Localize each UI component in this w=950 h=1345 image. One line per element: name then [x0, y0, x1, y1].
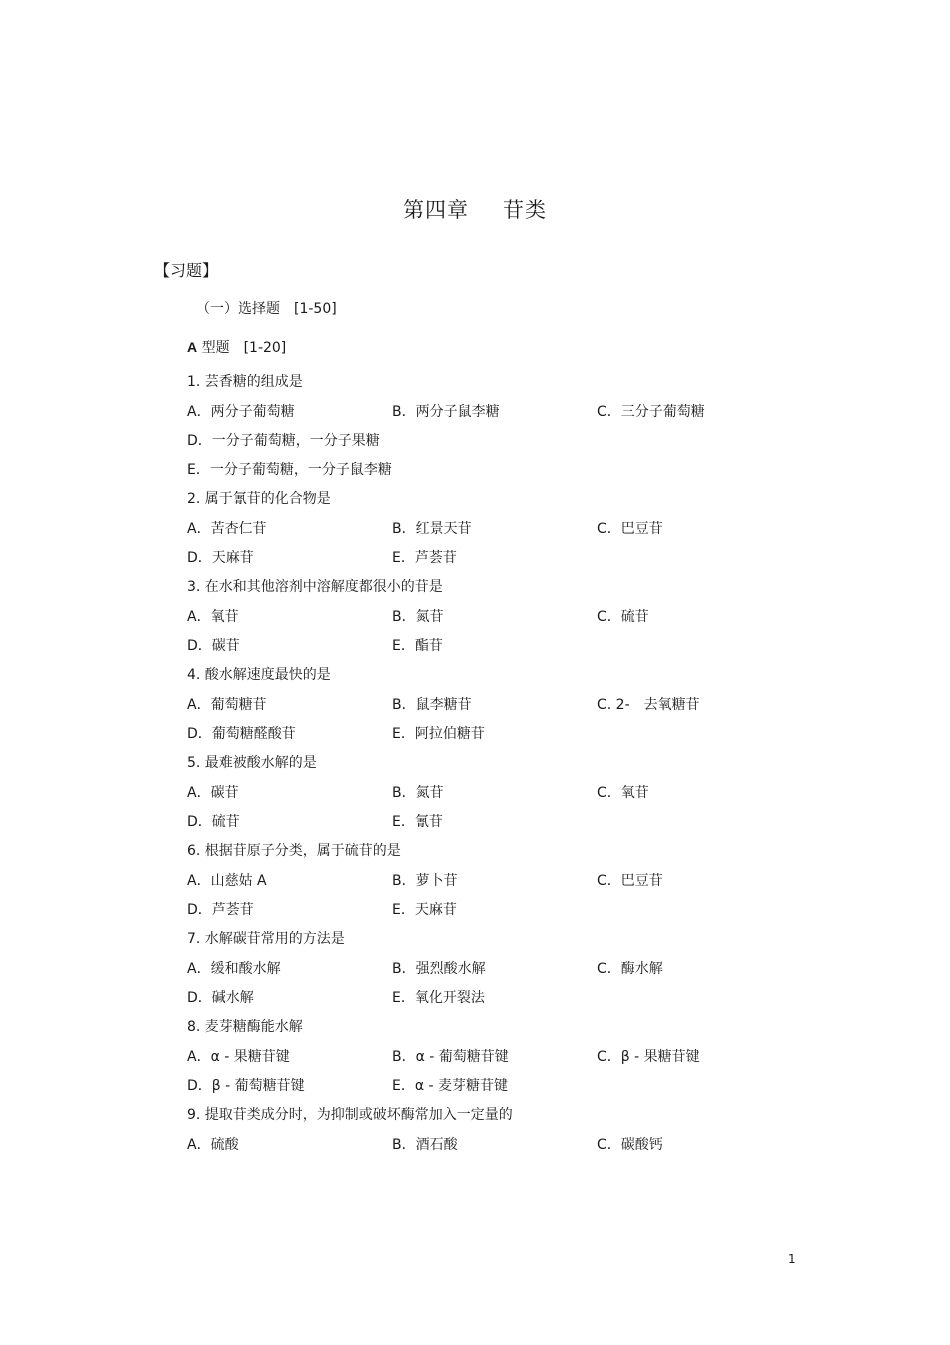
answer-option: B．两分子鼠李糖: [392, 404, 500, 420]
option-row: [187, 722, 827, 751]
answer-option: C．β - 果糖苷键: [597, 1049, 700, 1065]
answer-option: E．酯苷: [392, 638, 443, 654]
question-stem: 1. 芸香糖的组成是: [187, 374, 303, 390]
question-item: [187, 839, 827, 927]
question-stem: 9. 提取苷类成分时，为抑制或破坏酶常加入一定量的: [187, 1107, 513, 1123]
question-stem: 8. 麦芽糖酶能水解: [187, 1019, 303, 1035]
answer-option: D．碱水解: [187, 990, 254, 1006]
answer-option: C．酶水解: [597, 961, 663, 977]
option-row: [187, 1074, 827, 1103]
answer-option: C．碳酸钙: [597, 1137, 663, 1153]
option-row: [187, 400, 827, 429]
answer-option: C．氧苷: [597, 785, 649, 801]
question-type-heading: [187, 337, 286, 357]
answer-option: A．葡萄糖苷: [187, 697, 267, 713]
option-row: [187, 781, 827, 810]
answer-option: A．苦杏仁苷: [187, 521, 267, 537]
question-item: [187, 1015, 827, 1103]
option-row: [187, 898, 827, 927]
answer-option: D．碳苷: [187, 638, 240, 654]
option-row: [187, 1133, 827, 1162]
answer-option: D．硫苷: [187, 814, 240, 830]
type-heading-text: 型题 [1-20]: [197, 340, 287, 356]
answer-option: A．α - 果糖苷键: [187, 1049, 290, 1065]
option-row: [187, 810, 827, 839]
answer-option: C．巴豆苷: [597, 521, 663, 537]
answer-option: B．萝卜苷: [392, 873, 458, 889]
answer-option: C．巴豆苷: [597, 873, 663, 889]
question-stem: 4. 酸水解速度最快的是: [187, 667, 331, 683]
answer-option: B．鼠李糖苷: [392, 697, 472, 713]
answer-option: B．红景天苷: [392, 521, 472, 537]
answer-option: E．氧化开裂法: [392, 990, 485, 1006]
answer-option: D．葡萄糖醛酸苷: [187, 726, 296, 742]
answer-option: D．β - 葡萄糖苷键: [187, 1078, 305, 1094]
question-item: [187, 575, 827, 663]
section-heading: （一）选择题 [1-50]: [196, 301, 337, 317]
question-stem: 2. 属于氰苷的化合物是: [187, 491, 331, 507]
question-item: [187, 927, 827, 1015]
answer-option: D．天麻苷: [187, 550, 254, 566]
chapter-number: 第四章: [403, 198, 469, 222]
answer-option: B．氮苷: [392, 609, 444, 625]
option-row: [187, 605, 827, 634]
question-item: [187, 370, 827, 487]
option-row: [187, 957, 827, 986]
answer-option: D．一分子葡萄糖，一分子果糖: [187, 433, 380, 449]
answer-option: A．硫酸: [187, 1137, 239, 1153]
question-item: [187, 487, 827, 575]
answer-option: A．碳苷: [187, 785, 239, 801]
answer-option: E．一分子葡萄糖，一分子鼠李糖: [187, 462, 392, 478]
answer-option: E．阿拉伯糖苷: [392, 726, 485, 742]
question-stem: 6. 根据苷原子分类，属于硫苷的是: [187, 843, 401, 859]
option-row: [187, 634, 827, 663]
type-letter: A: [187, 339, 198, 355]
answer-option: D．芦荟苷: [187, 902, 254, 918]
answer-option: B．α - 葡萄糖苷键: [392, 1049, 509, 1065]
answer-option: A．两分子葡萄糖: [187, 404, 295, 420]
answer-option: C．硫苷: [597, 609, 649, 625]
answer-option: A．山慈姑 A: [187, 873, 267, 889]
question-stem: 7. 水解碳苷常用的方法是: [187, 931, 345, 947]
answer-option: C. 2- 去氧糖苷: [597, 697, 700, 713]
page-number: 1: [788, 1252, 796, 1266]
answer-option: A．氧苷: [187, 609, 239, 625]
exercise-heading: 【习题】: [154, 261, 219, 280]
answer-option: B．氮苷: [392, 785, 444, 801]
question-item: [187, 663, 827, 751]
option-row: [187, 458, 827, 487]
question-list: [187, 370, 827, 1162]
answer-option: B．酒石酸: [392, 1137, 458, 1153]
option-row: [187, 546, 827, 575]
answer-option: E．芦荟苷: [392, 550, 457, 566]
question-item: [187, 751, 827, 839]
option-row: [187, 986, 827, 1015]
question-stem: 5. 最难被酸水解的是: [187, 755, 317, 771]
question-stem: 3. 在水和其他溶剂中溶解度都很小的苷是: [187, 579, 443, 595]
option-row: [187, 517, 827, 546]
option-row: [187, 869, 827, 898]
answer-option: C．三分子葡萄糖: [597, 404, 705, 420]
option-row: [187, 1045, 827, 1074]
answer-option: E．氰苷: [392, 814, 443, 830]
answer-option: B．强烈酸水解: [392, 961, 486, 977]
chapter-subject: 苷类: [503, 198, 547, 222]
answer-option: E．α - 麦芽糖苷键: [392, 1078, 509, 1094]
option-row: [187, 429, 827, 458]
answer-option: A．缓和酸水解: [187, 961, 281, 977]
answer-option: E．天麻苷: [392, 902, 457, 918]
chapter-title: [0, 194, 950, 224]
option-row: [187, 693, 827, 722]
question-item: [187, 1103, 827, 1162]
